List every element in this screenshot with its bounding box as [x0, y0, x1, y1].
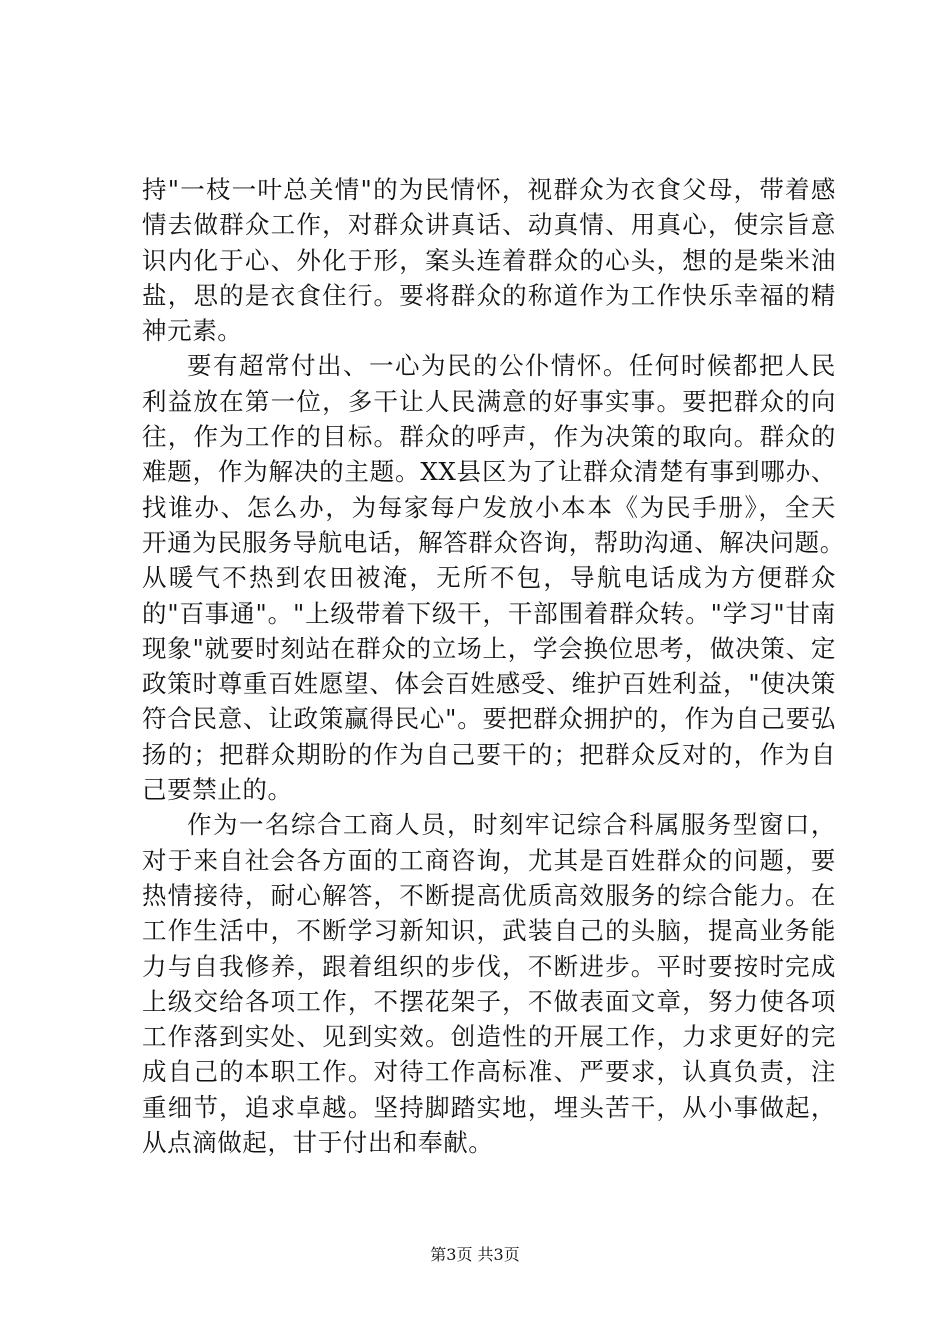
- paragraph-1: [142, 172, 836, 348]
- text-line: 工作生活中，不断学习新知识，武装自己的头脑，提高业务能: [142, 916, 836, 946]
- text-line: 要有超常付出、一心为民的公仆情怀。任何时候都把人民: [187, 351, 836, 381]
- text-line: 难题，作为解决的主题。XX县区为了让群众清楚有事到哪办、: [142, 457, 836, 487]
- text-line: 从点滴做起，甘于付出和奉献。: [142, 1128, 494, 1158]
- text-line: 对于来自社会各方面的工商咨询，尤其是百姓群众的问题，要: [142, 845, 836, 875]
- text-line: 从暖气不热到农田被淹，无所不包，导航电话成为方便群众: [142, 563, 836, 593]
- text-line: 扬的；把群众期盼的作为自己要干的；把群众反对的，作为自: [142, 739, 836, 769]
- page-number-footer: 第3页 共3页: [430, 1245, 520, 1264]
- text-line: 持"一枝一叶总关情"的为民情怀，视群众为衣食父母，带着感: [142, 175, 836, 204]
- text-line: 神元素。: [142, 316, 243, 346]
- paragraph-2: [142, 348, 845, 807]
- text-line: 成自己的本职工作。对待工作高标准、严要求，认真负责，注: [142, 1057, 836, 1087]
- text-line: 热情接待，耐心解答，不断提高优质高效服务的综合能力。在: [142, 880, 836, 910]
- text-line: 符合民意、让政策赢得民心"。要把群众拥护的，作为自己要弘: [142, 704, 836, 734]
- text-line: 识内化于心、外化于形，案头连着群众的心头，想的是柴米油: [142, 245, 836, 275]
- text-line: 力与自我修养，跟着组织的步伐，不断进步。平时要按时完成: [142, 951, 836, 981]
- paragraph-3: [142, 807, 836, 1160]
- text-line: 情去做群众工作，对群众讲真话、动真情、用真心，使宗旨意: [142, 210, 836, 240]
- text-line: 开通为民服务导航电话，解答群众咨询，帮助沟通、解决问题。: [142, 527, 845, 557]
- text-line: 的"百事通"。"上级带着下级干，干部围着群众转。"学习"甘南: [142, 598, 836, 628]
- text-line: 己要禁止的。: [142, 775, 293, 805]
- text-line: 往，作为工作的目标。群众的呼声，作为决策的取向。群众的: [142, 422, 836, 452]
- text-line: 作为一名综合工商人员，时刻牢记综合科属服务型窗口，: [187, 810, 836, 840]
- text-line: 政策时尊重百姓愿望、体会百姓感受、维护百姓利益，"使决策: [142, 669, 836, 699]
- text-line: 盐，思的是衣食住行。要将群众的称道作为工作快乐幸福的精: [142, 280, 836, 310]
- text-line: 现象"就要时刻站在群众的立场上，学会换位思考，做决策、定: [142, 633, 836, 663]
- text-line: 上级交给各项工作，不摆花架子，不做表面文章，努力使各项: [142, 986, 836, 1016]
- text-line: 工作落到实处、见到实效。创造性的开展工作，力求更好的完: [142, 1022, 836, 1052]
- text-line: 找谁办、怎么办，为每家每户发放小本本《为民手册》，全天: [142, 492, 836, 522]
- text-line: 利益放在第一位，多干让人民满意的好事实事。要把群众的向: [142, 386, 836, 416]
- body-text: [142, 172, 845, 1160]
- text-line: 重细节，追求卓越。坚持脚踏实地，埋头苦干，从小事做起，: [142, 1092, 836, 1122]
